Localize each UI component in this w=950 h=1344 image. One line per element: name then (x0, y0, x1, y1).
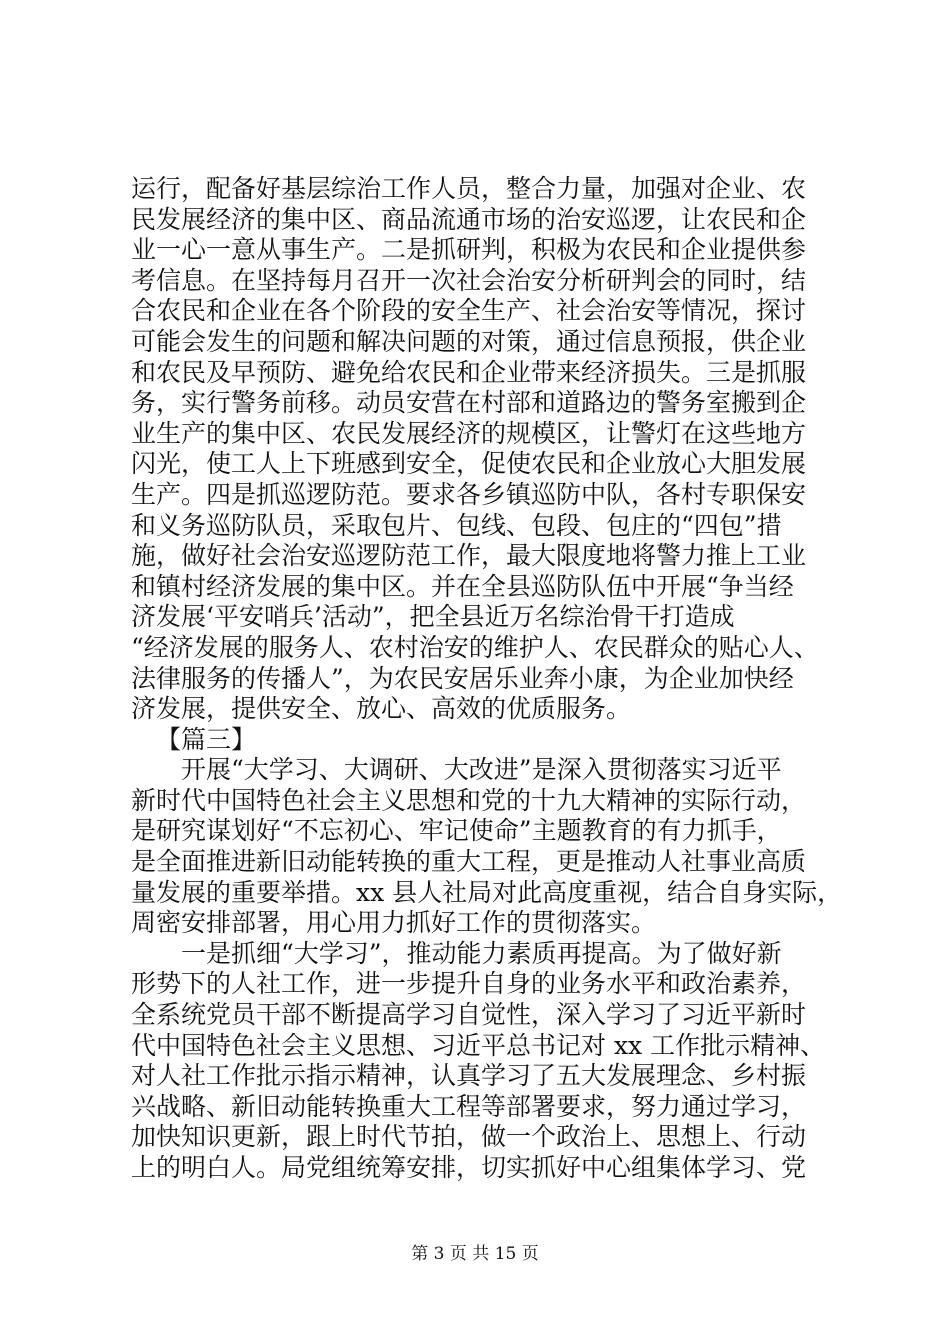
document-body (131, 174, 843, 1184)
text-line: 可能会发生的问题和解决问题的对策，通过信息预报，供企业 (131, 326, 807, 356)
text-line: 开展“大学习、大调研、大改进”是深入贯彻落实习近平 (181, 755, 782, 785)
text-line: 兴战略、新旧动能转换重大工程等部署要求，努力通过学习， (131, 1091, 807, 1121)
text-line: 新时代中国特色社会主义思想和党的十九大精神的实际行动， (131, 785, 807, 815)
text-line: 形势下的人社工作，进一步提升自身的业务水平和政治素养， (131, 969, 807, 999)
text-line: 和农民及早预防、避免给农民和企业带来经济损失。三是抓服 (131, 357, 807, 387)
text-line: 民发展经济的集中区、商品流通市场的治安巡逻，让农民和企 (131, 204, 807, 234)
paragraph-continued (131, 174, 831, 725)
paragraph-intro (131, 755, 843, 939)
paragraph-first-point (131, 939, 831, 1184)
text-line: 考信息。在坚持每月召开一次社会治安分析研判会的同时，结 (131, 265, 807, 295)
text-line: 一是抓细“大学习”，推动能力素质再提高。为了做好新 (181, 938, 782, 968)
text-line: 济发展‘平安哨兵’活动”，把全县近万名综治骨干打造成 (131, 602, 735, 632)
text-line: 量发展的重要举措。xx 县人社局对此高度重视，结合自身实际， (131, 877, 843, 907)
page-number-footer: 第 3 页 共 15 页 (411, 1244, 539, 1264)
text-line: 生产。四是抓巡逻防范。要求各乡镇巡防中队，各村专职保安 (131, 479, 807, 509)
text-line: 业一心一意从事生产。二是抓研判，积极为农民和企业提供参 (131, 235, 807, 265)
text-line: 和义务巡防队员，采取包片、包线、包段、包庄的“四包”措 (131, 510, 782, 540)
text-line: 全系统党员干部不断提高学习自觉性，深入学习了习近平新时 (131, 1000, 807, 1030)
text-line: 施，做好社会治安巡逻防范工作，最大限度地将警力推上工业 (131, 541, 807, 571)
text-line: 法律服务的传播人”，为农民安居乐业奔小康，为企业加快经 (131, 663, 794, 693)
text-line: 是研究谋划好“不忘初心、牢记使命”主题教育的有力抓手， (131, 816, 782, 846)
text-line: 上的明白人。局党组统筹安排，切实抓好中心组集体学习、党 (131, 1153, 807, 1182)
section-heading: 【篇三】 (156, 724, 257, 754)
text-line: 合农民和企业在各个阶段的安全生产、社会治安等情况，探讨 (131, 296, 807, 326)
text-line: 闪光，使工人上下班感到安全，促使农民和企业放心大胆发展 (131, 449, 807, 479)
text-line: “经济发展的服务人、农村治安的维护人、农民群众的贴心人、 (131, 632, 819, 662)
text-line: 和镇村经济发展的集中区。并在全县巡防队伍中开展“争当经 (131, 571, 794, 601)
text-line: 加快知识更新，跟上时代节拍，做一个政治上、思想上、行动 (131, 1122, 807, 1152)
text-line: 对人社工作批示指示精神，认真学习了五大发展理念、乡村振 (131, 1061, 807, 1091)
text-line: 运行，配备好基层综治工作人员，整合力量，加强对企业、农 (131, 174, 807, 203)
text-line: 周密安排部署，用心用力抓好工作的贯彻落实。 (131, 908, 657, 938)
text-line: 济发展，提供安全、放心、高效的优质服务。 (131, 694, 632, 724)
text-line: 务，实行警务前移。动员安营在村部和道路边的警务室搬到企 (131, 388, 807, 418)
text-line: 是全面推进新旧动能转换的重大工程，更是推动人社事业高质 (131, 847, 807, 877)
text-line: 代中国特色社会主义思想、习近平总书记对 xx 工作批示精神、 (131, 1030, 826, 1060)
text-line: 业生产的集中区、农民发展经济的规模区，让警灯在这些地方 (131, 418, 807, 448)
